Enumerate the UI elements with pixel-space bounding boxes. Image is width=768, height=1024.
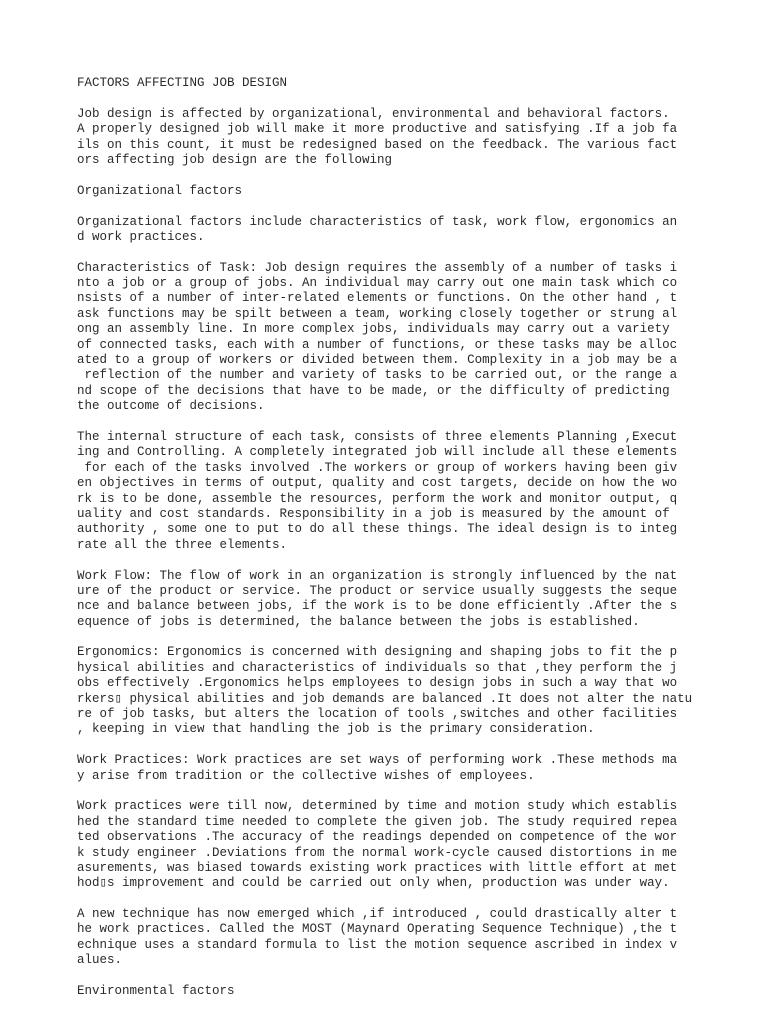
text-line: d work practices. <box>77 229 205 244</box>
paragraph <box>77 645 757 737</box>
text-line: re of job tasks, but alters the location of tools ,switches and other facilities <box>77 707 678 722</box>
text-line: nto a job or a group of jobs. An individual may carry out one main task which co <box>77 276 678 291</box>
text-line: ated to a group of workers or divided between them. Complexity in a job may be a <box>77 353 678 368</box>
text-line: nce and balance between jobs, if the work is to be done efficiently .After the s <box>77 599 678 614</box>
text-line: Organizational factors include characteristics of task, work flow, ergonomics an <box>77 214 678 229</box>
text-line: Ergonomics: Ergonomics is concerned with designing and shaping jobs to fit the p <box>77 645 678 660</box>
text-line: ors affecting job design are the following <box>77 152 393 167</box>
text-line: uality and cost standards. Responsibility in a job is measured by the amount of <box>77 506 670 521</box>
text-line: FACTORS AFFECTING JOB DESIGN <box>77 76 288 90</box>
text-line: nsists of a number of inter-related elements or functions. On the other hand , t <box>77 291 678 306</box>
text-line: ted observations .The accuracy of the readings depended on competence of the wor <box>77 830 678 845</box>
text-line: Work practices were till now, determined by time and motion study which establis <box>77 799 678 814</box>
text-line: Job design is affected by organizational, environmental and behavioral factors. <box>77 106 670 121</box>
paragraph <box>77 984 757 999</box>
paragraph <box>77 261 757 415</box>
text-line: Environmental factors <box>77 984 235 999</box>
paragraph <box>77 799 757 891</box>
text-line: hod▯s improvement and could be carried out only when, production was under way. <box>77 876 670 891</box>
paragraph <box>77 215 757 246</box>
document-body <box>77 76 757 1015</box>
text-line: rkers▯ physical abilities and job demands are balanced .It does not alter the natu <box>77 691 693 706</box>
text-line: ils on this count, it must be redesigned based on the feedback. The various fact <box>77 137 678 152</box>
paragraph <box>77 569 757 631</box>
text-line: Organizational factors <box>77 183 243 198</box>
text-line: echnique uses a standard formula to list the motion sequence ascribed in index v <box>77 937 678 952</box>
text-line: , keeping in view that handling the job is the primary consideration. <box>77 722 595 737</box>
text-line: A properly designed job will make it more productive and satisfying .If a job fa <box>77 122 678 137</box>
paragraph <box>77 184 757 199</box>
paragraph <box>77 907 757 969</box>
text-line: hysical abilities and characteristics of individuals so that ,they perform the j <box>77 660 678 675</box>
text-line: for each of the tasks involved .The workers or group of workers having been giv <box>77 460 678 475</box>
text-line: obs effectively .Ergonomics helps employees to design jobs in such a way that wo <box>77 676 678 691</box>
text-line: rate all the three elements. <box>77 537 288 552</box>
text-line: Work Flow: The flow of work in an organization is strongly influenced by the nat <box>77 568 678 583</box>
text-line: ure of the product or service. The product or service usually suggests the seque <box>77 583 678 598</box>
text-line: A new technique has now emerged which ,if introduced , could drastically alter t <box>77 907 678 922</box>
text-line: en objectives in terms of output, quality and cost targets, decide on how the wo <box>77 476 678 491</box>
text-line: nd scope of the decisions that have to be made, or the difficulty of predicting <box>77 383 670 398</box>
text-line: Characteristics of Task: Job design requires the assembly of a number of tasks i <box>77 260 678 275</box>
text-line: he work practices. Called the MOST (Maynard Operating Sequence Technique) ,the t <box>77 922 678 937</box>
text-line: of connected tasks, each with a number of functions, or these tasks may be alloc <box>77 337 678 352</box>
text-line: alues. <box>77 953 123 968</box>
text-line: ing and Controlling. A completely integrated job will include all these elements <box>77 445 678 460</box>
text-line: the outcome of decisions. <box>77 399 265 414</box>
text-line: k study engineer .Deviations from the normal work-cycle caused distortions in me <box>77 845 678 860</box>
text-line: hed the standard time needed to complete the given job. The study required repea <box>77 814 678 829</box>
paragraph <box>77 753 757 784</box>
text-line: ong an assembly line. In more complex jobs, individuals may carry out a variety <box>77 322 670 337</box>
document-title <box>77 76 757 91</box>
text-line: reflection of the number and variety of tasks to be carried out, or the range a <box>77 368 678 383</box>
text-line: authority , some one to put to do all these things. The ideal design is to integ <box>77 522 678 537</box>
text-line: The internal structure of each task, consists of three elements Planning ,Execut <box>77 429 678 444</box>
text-line: equence of jobs is determined, the balance between the jobs is established. <box>77 614 640 629</box>
text-line: rk is to be done, assemble the resources, perform the work and monitor output, q <box>77 491 678 506</box>
text-line: Work Practices: Work practices are set ways of performing work .These methods ma <box>77 753 678 768</box>
paragraph <box>77 107 757 169</box>
text-line: y arise from tradition or the collective wishes of employees. <box>77 768 535 783</box>
text-line: ask functions may be spilt between a team, working closely together or strung al <box>77 306 678 321</box>
text-line: asurements, was biased towards existing work practices with little effort at met <box>77 860 678 875</box>
paragraph <box>77 430 757 553</box>
